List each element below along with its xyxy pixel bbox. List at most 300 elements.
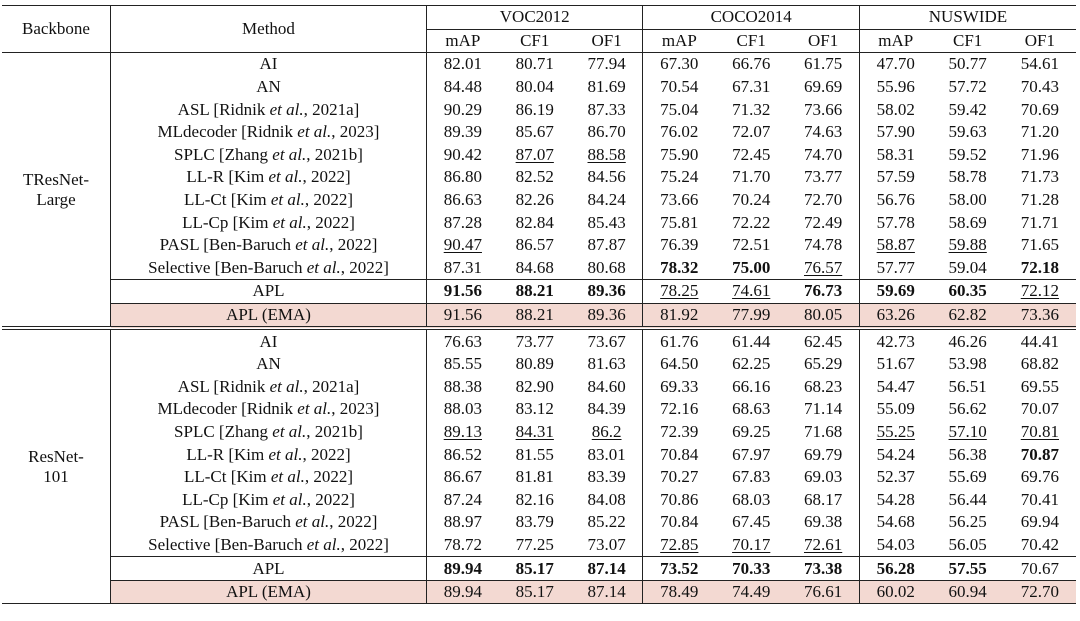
value-text: 86.2 xyxy=(591,421,622,441)
value-cell xyxy=(427,488,499,511)
value-text: 87.31 xyxy=(443,257,482,277)
method-citation-year: , 2023] xyxy=(331,399,380,419)
method-cell xyxy=(111,257,427,280)
method-name: LL-R [Kim xyxy=(186,444,269,464)
value-cell xyxy=(859,534,931,557)
value-text: 46.26 xyxy=(948,331,987,351)
table-row xyxy=(2,121,1076,144)
method-name: MLdecoder [Ridnik xyxy=(157,122,298,142)
value-text: 89.36 xyxy=(587,305,626,325)
method-citation-year: , 2022] xyxy=(329,512,378,532)
value-cell xyxy=(427,98,499,121)
value-cell xyxy=(715,144,787,167)
value-text: 84.31 xyxy=(515,421,554,441)
value-cell xyxy=(1004,280,1076,304)
value-cell xyxy=(932,580,1004,604)
value-text: 71.96 xyxy=(1020,144,1059,164)
value-text: 88.97 xyxy=(443,512,482,532)
value-cell xyxy=(427,328,499,353)
value-cell xyxy=(643,443,715,466)
value-cell xyxy=(932,421,1004,444)
value-text: 89.94 xyxy=(443,582,482,602)
value-text: 55.09 xyxy=(876,399,915,419)
method-cell xyxy=(111,280,427,304)
value-cell xyxy=(499,144,571,167)
value-text: 76.63 xyxy=(443,331,482,351)
value-cell xyxy=(499,280,571,304)
method-citation-year: , 2022] xyxy=(306,489,355,509)
method-citation-year: , 2021a] xyxy=(303,376,360,396)
method-cell xyxy=(111,98,427,121)
value-text: 56.62 xyxy=(948,399,987,419)
value-cell xyxy=(571,511,643,534)
method-cell xyxy=(111,443,427,466)
value-cell xyxy=(787,234,859,257)
value-cell xyxy=(643,580,715,604)
value-cell xyxy=(787,557,859,581)
value-text: 84.39 xyxy=(587,399,626,419)
value-text: 72.07 xyxy=(732,122,771,142)
header-metric: CF1 xyxy=(932,29,1004,53)
value-text: 51.67 xyxy=(876,354,915,374)
value-text: 71.68 xyxy=(803,421,843,441)
value-cell xyxy=(932,211,1004,234)
table-row xyxy=(2,443,1076,466)
backbone-name-line2: Large xyxy=(36,189,76,209)
apl-row xyxy=(2,557,1076,581)
value-text: 69.03 xyxy=(803,467,843,487)
value-text: 69.76 xyxy=(1020,467,1059,487)
value-cell xyxy=(787,328,859,353)
apl-row xyxy=(2,280,1076,304)
value-text: 50.77 xyxy=(948,54,987,74)
method-name: APL (EMA) xyxy=(226,582,311,602)
backbone-name-line1: ResNet- xyxy=(28,446,84,466)
header-backbone: Backbone xyxy=(2,6,111,53)
value-cell xyxy=(1004,580,1076,604)
method-citation-etal: et al. xyxy=(297,399,332,419)
value-cell xyxy=(427,53,499,76)
value-text: 73.77 xyxy=(515,331,554,351)
value-cell xyxy=(787,76,859,99)
value-text: 82.84 xyxy=(515,212,554,232)
value-cell xyxy=(499,580,571,604)
value-cell xyxy=(499,398,571,421)
results-table-body xyxy=(2,53,1076,604)
value-text: 72.16 xyxy=(660,399,699,419)
value-text: 57.77 xyxy=(876,257,915,277)
value-text: 74.78 xyxy=(803,235,843,255)
value-cell xyxy=(932,488,1004,511)
value-text: 47.70 xyxy=(876,54,915,74)
value-text: 86.57 xyxy=(515,235,554,255)
value-text: 80.04 xyxy=(515,77,554,97)
value-cell xyxy=(932,53,1004,76)
value-cell xyxy=(1004,353,1076,376)
value-cell xyxy=(499,53,571,76)
value-text: 67.83 xyxy=(732,467,771,487)
value-cell xyxy=(859,303,931,328)
value-text: 84.68 xyxy=(515,257,554,277)
value-text: 66.76 xyxy=(732,54,771,74)
value-text: 58.31 xyxy=(876,144,915,164)
value-text: 87.14 xyxy=(587,582,626,602)
table-row xyxy=(2,353,1076,376)
value-cell xyxy=(859,121,931,144)
value-text: 80.71 xyxy=(515,54,554,74)
value-text: 81.81 xyxy=(515,467,554,487)
value-text: 70.84 xyxy=(660,444,699,464)
value-cell xyxy=(1004,511,1076,534)
value-text: 68.17 xyxy=(803,489,843,509)
value-cell xyxy=(932,557,1004,581)
method-cell xyxy=(111,353,427,376)
value-text: 83.79 xyxy=(515,512,554,532)
method-cell xyxy=(111,121,427,144)
method-citation-year: , 2022] xyxy=(304,467,354,487)
value-text: 76.73 xyxy=(803,281,843,301)
method-cell xyxy=(111,328,427,353)
value-cell xyxy=(787,211,859,234)
value-text: 82.01 xyxy=(443,54,482,74)
value-cell xyxy=(499,534,571,557)
value-text: 44.41 xyxy=(1020,331,1059,351)
table-row xyxy=(2,328,1076,353)
value-cell xyxy=(1004,534,1076,557)
method-citation-etal: et al. xyxy=(306,534,341,554)
value-text: 68.82 xyxy=(1020,354,1059,374)
results-table xyxy=(2,5,1076,604)
value-text: 72.70 xyxy=(803,190,843,210)
value-cell xyxy=(932,534,1004,557)
value-cell xyxy=(787,144,859,167)
value-cell xyxy=(643,189,715,212)
value-cell xyxy=(427,144,499,167)
value-text: 78.32 xyxy=(660,257,699,277)
method-name: LL-Ct [Kim xyxy=(183,467,271,487)
method-citation-etal: et al. xyxy=(270,467,305,487)
value-text: 90.42 xyxy=(443,144,482,164)
value-text: 83.12 xyxy=(515,399,554,419)
method-cell xyxy=(111,511,427,534)
value-text: 56.76 xyxy=(876,190,915,210)
table-row xyxy=(2,534,1076,557)
value-cell xyxy=(643,488,715,511)
value-text: 91.56 xyxy=(443,305,482,325)
value-cell xyxy=(1004,166,1076,189)
value-cell xyxy=(859,144,931,167)
value-cell xyxy=(499,443,571,466)
value-cell xyxy=(571,166,643,189)
backbone-name-line2: 101 xyxy=(43,466,69,486)
value-text: 69.25 xyxy=(732,421,771,441)
value-cell xyxy=(932,76,1004,99)
value-text: 73.77 xyxy=(803,167,843,187)
value-cell xyxy=(859,189,931,212)
value-cell xyxy=(932,189,1004,212)
value-text: 69.94 xyxy=(1020,512,1059,532)
table-row xyxy=(2,511,1076,534)
table-row xyxy=(2,421,1076,444)
value-cell xyxy=(715,189,787,212)
value-text: 54.03 xyxy=(876,534,915,554)
value-cell xyxy=(571,353,643,376)
method-name: AI xyxy=(259,54,278,74)
value-cell xyxy=(859,211,931,234)
value-cell xyxy=(571,189,643,212)
value-cell xyxy=(932,303,1004,328)
value-cell xyxy=(571,121,643,144)
header-metric: OF1 xyxy=(571,29,643,53)
value-cell xyxy=(715,421,787,444)
value-text: 54.68 xyxy=(876,512,915,532)
value-cell xyxy=(643,353,715,376)
value-cell xyxy=(571,398,643,421)
value-cell xyxy=(1004,557,1076,581)
value-text: 69.79 xyxy=(803,444,843,464)
method-name: Selective [Ben-Baruch xyxy=(148,257,307,277)
method-name: MLdecoder [Ridnik xyxy=(157,399,298,419)
value-text: 80.05 xyxy=(803,305,843,325)
value-cell xyxy=(643,303,715,328)
value-cell xyxy=(499,121,571,144)
value-cell xyxy=(1004,53,1076,76)
value-text: 86.70 xyxy=(587,122,626,142)
value-cell xyxy=(859,398,931,421)
header-metric: CF1 xyxy=(715,29,787,53)
value-cell xyxy=(859,376,931,399)
value-text: 59.88 xyxy=(948,235,987,255)
value-text: 90.29 xyxy=(443,99,482,119)
value-cell xyxy=(932,98,1004,121)
value-cell xyxy=(787,166,859,189)
method-citation-year: , 2022] xyxy=(306,212,355,232)
method-name: SPLC [Zhang xyxy=(174,421,273,441)
value-text: 73.38 xyxy=(803,558,843,578)
value-text: 71.70 xyxy=(732,167,771,187)
value-cell xyxy=(427,443,499,466)
value-text: 90.47 xyxy=(443,235,482,255)
value-text: 85.55 xyxy=(443,354,482,374)
value-cell xyxy=(715,328,787,353)
value-text: 72.12 xyxy=(1020,281,1059,301)
method-cell xyxy=(111,421,427,444)
value-cell xyxy=(1004,189,1076,212)
value-cell xyxy=(1004,421,1076,444)
method-cell xyxy=(111,144,427,167)
method-citation-etal: et al. xyxy=(268,167,303,187)
value-cell xyxy=(1004,211,1076,234)
value-text: 74.61 xyxy=(732,281,771,301)
table-row xyxy=(2,189,1076,212)
value-text: 70.17 xyxy=(732,534,771,554)
value-cell xyxy=(787,353,859,376)
value-cell xyxy=(787,511,859,534)
value-text: 61.44 xyxy=(732,331,771,351)
value-text: 80.68 xyxy=(587,257,626,277)
value-cell xyxy=(427,580,499,604)
value-cell xyxy=(427,398,499,421)
value-text: 85.17 xyxy=(515,582,554,602)
value-cell xyxy=(932,257,1004,280)
value-text: 61.76 xyxy=(660,331,699,351)
table-row xyxy=(2,398,1076,421)
value-text: 88.58 xyxy=(587,144,626,164)
value-cell xyxy=(859,511,931,534)
value-cell xyxy=(643,144,715,167)
value-text: 82.90 xyxy=(515,376,554,396)
value-cell xyxy=(932,280,1004,304)
value-cell xyxy=(715,534,787,557)
value-cell xyxy=(787,398,859,421)
method-name: LL-Ct [Kim xyxy=(183,190,271,210)
value-text: 87.28 xyxy=(443,212,482,232)
value-cell xyxy=(859,488,931,511)
value-cell xyxy=(715,376,787,399)
value-text: 72.45 xyxy=(732,144,771,164)
value-text: 63.26 xyxy=(876,305,915,325)
value-cell xyxy=(715,398,787,421)
value-text: 85.43 xyxy=(587,212,626,232)
value-text: 56.05 xyxy=(948,534,987,554)
value-cell xyxy=(643,466,715,489)
value-cell xyxy=(571,234,643,257)
value-text: 89.13 xyxy=(443,421,482,441)
value-text: 84.48 xyxy=(443,77,482,97)
value-text: 76.61 xyxy=(803,582,843,602)
value-text: 82.52 xyxy=(515,167,554,187)
value-text: 91.56 xyxy=(443,281,482,301)
value-text: 56.44 xyxy=(948,489,987,509)
value-cell xyxy=(499,166,571,189)
value-text: 75.81 xyxy=(660,212,699,232)
value-text: 67.45 xyxy=(732,512,771,532)
value-text: 84.60 xyxy=(587,376,626,396)
value-cell xyxy=(715,211,787,234)
value-cell xyxy=(715,280,787,304)
value-text: 68.23 xyxy=(803,376,843,396)
value-cell xyxy=(643,98,715,121)
method-citation-year: , 2023] xyxy=(331,122,380,142)
value-text: 60.94 xyxy=(948,582,987,602)
header-metric: OF1 xyxy=(1004,29,1076,53)
table-row xyxy=(2,257,1076,280)
value-text: 76.39 xyxy=(660,235,699,255)
value-cell xyxy=(715,303,787,328)
value-text: 55.69 xyxy=(948,467,987,487)
value-cell xyxy=(1004,234,1076,257)
value-cell xyxy=(715,53,787,76)
value-cell xyxy=(859,443,931,466)
value-text: 87.87 xyxy=(587,235,626,255)
method-citation-etal: et al. xyxy=(306,257,341,277)
value-cell xyxy=(715,466,787,489)
value-text: 53.98 xyxy=(948,354,987,374)
value-cell xyxy=(787,303,859,328)
value-cell xyxy=(427,166,499,189)
value-text: 81.69 xyxy=(587,77,626,97)
value-text: 68.63 xyxy=(732,399,771,419)
method-cell xyxy=(111,189,427,212)
value-text: 81.63 xyxy=(587,354,626,374)
value-cell xyxy=(571,580,643,604)
value-text: 86.19 xyxy=(515,99,554,119)
value-cell xyxy=(643,53,715,76)
header-dataset-nuswide: NUSWIDE xyxy=(859,6,1076,30)
value-text: 70.24 xyxy=(732,190,771,210)
value-text: 58.78 xyxy=(948,167,987,187)
value-cell xyxy=(715,488,787,511)
value-text: 72.70 xyxy=(1020,582,1059,602)
value-text: 62.82 xyxy=(948,305,987,325)
value-text: 85.67 xyxy=(515,122,554,142)
value-text: 86.67 xyxy=(443,467,482,487)
value-cell xyxy=(571,328,643,353)
value-cell xyxy=(1004,466,1076,489)
value-text: 59.63 xyxy=(948,122,987,142)
value-text: 62.25 xyxy=(732,354,771,374)
value-text: 87.07 xyxy=(515,144,554,164)
value-cell xyxy=(499,211,571,234)
method-name: Selective [Ben-Baruch xyxy=(148,534,307,554)
value-text: 88.03 xyxy=(443,399,482,419)
value-text: 54.28 xyxy=(876,489,915,509)
value-text: 77.25 xyxy=(515,534,554,554)
value-cell xyxy=(932,121,1004,144)
value-cell xyxy=(787,534,859,557)
value-text: 70.43 xyxy=(1020,77,1059,97)
value-text: 56.28 xyxy=(876,558,915,578)
method-name: PASL [Ben-Baruch xyxy=(159,235,296,255)
value-cell xyxy=(427,353,499,376)
value-text: 77.99 xyxy=(732,305,771,325)
value-cell xyxy=(571,466,643,489)
value-text: 78.25 xyxy=(660,281,699,301)
table-row xyxy=(2,466,1076,489)
value-cell xyxy=(1004,376,1076,399)
value-text: 74.63 xyxy=(803,122,843,142)
value-text: 59.69 xyxy=(876,281,915,301)
value-text: 54.61 xyxy=(1020,54,1059,74)
header-metric: OF1 xyxy=(787,29,859,53)
value-cell xyxy=(571,144,643,167)
value-cell xyxy=(499,76,571,99)
value-cell xyxy=(787,488,859,511)
value-text: 70.86 xyxy=(660,489,699,509)
method-name: SPLC [Zhang xyxy=(174,144,273,164)
value-cell xyxy=(787,189,859,212)
value-text: 80.89 xyxy=(515,354,554,374)
value-text: 71.73 xyxy=(1020,167,1059,187)
value-cell xyxy=(1004,257,1076,280)
header-dataset-voc: VOC2012 xyxy=(427,6,643,30)
value-text: 55.96 xyxy=(876,77,915,97)
value-cell xyxy=(932,166,1004,189)
value-cell xyxy=(859,98,931,121)
method-citation-etal: et al. xyxy=(268,444,303,464)
value-cell xyxy=(932,376,1004,399)
value-cell xyxy=(787,257,859,280)
method-citation-year: , 2022] xyxy=(304,190,354,210)
value-cell xyxy=(643,257,715,280)
method-cell xyxy=(111,557,427,581)
value-text: 78.49 xyxy=(660,582,699,602)
value-cell xyxy=(643,211,715,234)
value-text: 58.69 xyxy=(948,212,987,232)
value-cell xyxy=(427,557,499,581)
value-cell xyxy=(787,53,859,76)
value-cell xyxy=(643,376,715,399)
